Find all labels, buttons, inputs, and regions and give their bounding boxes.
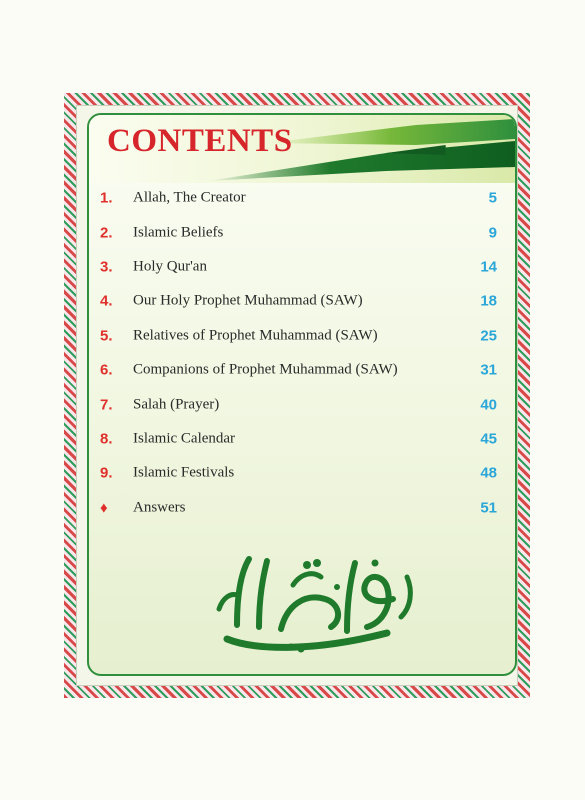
toc-title: Islamic Festivals	[133, 464, 235, 481]
toc-title: Holy Qur'an	[133, 258, 207, 275]
toc-number: 3.	[100, 258, 113, 276]
toc-number: 7.	[100, 396, 113, 414]
toc-number: 6.	[100, 361, 113, 379]
toc-title: Companions of Prophet Muhammad (SAW)	[133, 361, 398, 378]
toc-page-number: 14	[480, 258, 497, 276]
toc-page-number: 48	[480, 464, 497, 482]
toc-page-number: 40	[480, 396, 497, 414]
toc-title: Islamic Calendar	[133, 430, 236, 447]
toc-row-3[interactable]	[89, 250, 515, 284]
toc-row-2[interactable]	[89, 215, 515, 249]
toc-number: 5.	[100, 327, 113, 345]
toc-page-number: 51	[480, 499, 497, 517]
arabic-calligraphy-icon	[197, 547, 425, 657]
page-title: CONTENTS	[107, 123, 293, 159]
toc-title: Our Holy Prophet Muhammad (SAW)	[133, 292, 363, 309]
contents-panel	[87, 113, 517, 676]
toc-title: Answers	[133, 499, 186, 516]
toc-page-number: 25	[480, 327, 497, 345]
toc-page-number: 45	[480, 430, 497, 448]
table-of-contents	[89, 181, 515, 525]
diamond-bullet-icon: ♦	[100, 499, 108, 517]
toc-row-6[interactable]	[89, 353, 515, 387]
toc-row-7[interactable]	[89, 387, 515, 421]
toc-number: 4.	[100, 292, 113, 310]
toc-number: 9.	[100, 464, 113, 482]
toc-title: Salah (Prayer)	[133, 396, 220, 413]
toc-number: 1.	[100, 189, 113, 207]
toc-row-8[interactable]	[89, 422, 515, 456]
toc-page-number: 18	[480, 292, 497, 310]
toc-title: Relatives of Prophet Muhammad (SAW)	[133, 327, 378, 344]
toc-row-5[interactable]	[89, 319, 515, 353]
toc-row-1[interactable]	[89, 181, 515, 215]
toc-title: Islamic Beliefs	[133, 224, 224, 241]
toc-number: 2.	[100, 224, 113, 242]
toc-row-9[interactable]	[89, 456, 515, 490]
toc-row-answers[interactable]	[89, 491, 515, 525]
toc-page-number: 31	[480, 361, 497, 379]
toc-number: 8.	[100, 430, 113, 448]
toc-page-number: 9	[488, 224, 497, 242]
toc-row-4[interactable]	[89, 284, 515, 318]
toc-page-number: 5	[488, 189, 497, 207]
toc-title: Allah, The Creator	[133, 189, 246, 206]
